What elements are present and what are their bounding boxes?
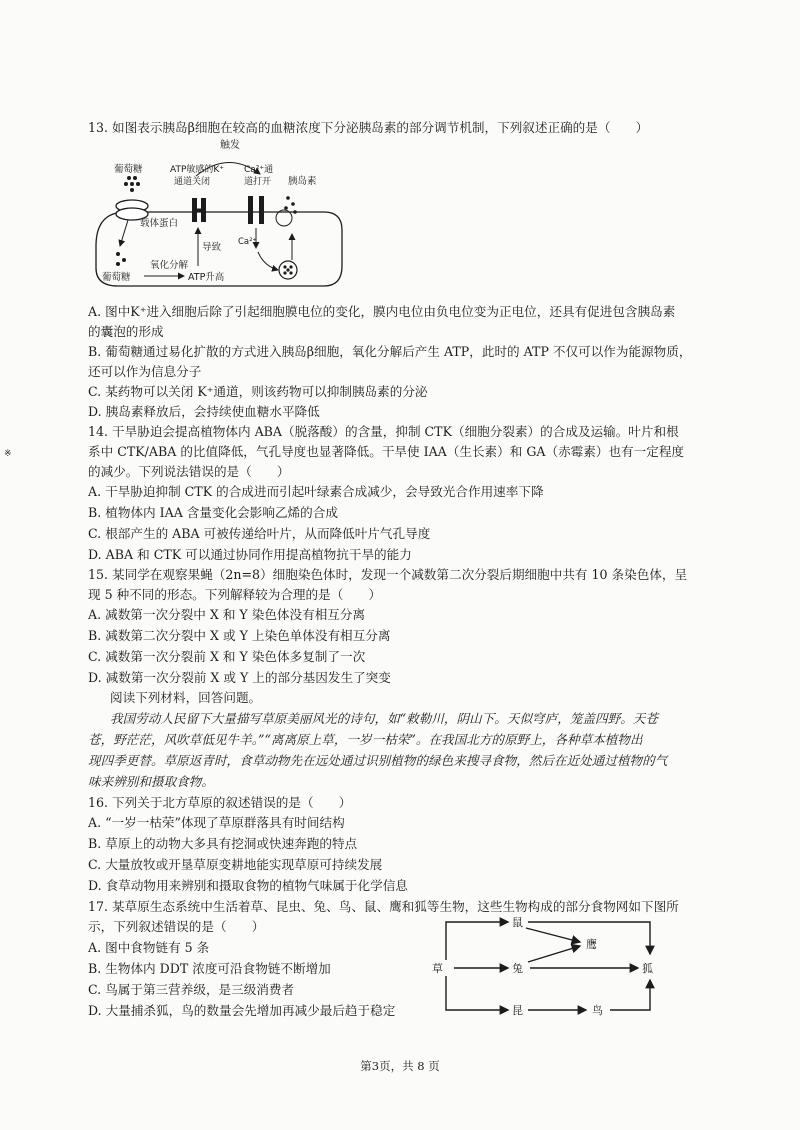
- label-insulin: 胰岛素: [288, 176, 317, 187]
- q16-stem: 16. 下列关于北方草原的叙述错误的是（ ）: [88, 795, 352, 810]
- margin-mark: ※: [4, 449, 12, 459]
- q13-option-a-line1: A. 图中K⁺进入细胞后除了引起细胞膜电位的变化，膜内电位由负电位变为正电位，还具有促进包含胰岛素: [88, 304, 676, 319]
- q15-stem-line2: 现 5 种不同的形态。下列解释较为合理的是（ ）: [88, 587, 382, 602]
- edge-rabbit-hawk: [528, 946, 580, 962]
- edge-grass-insect: [446, 976, 508, 1010]
- q15-option-b: B. 减数第二次分裂中 X 或 Y 上染色单体没有相互分离: [88, 628, 391, 643]
- label-k-channel-2: 通道关闭: [174, 177, 211, 187]
- q16-option-c: C. 大量放牧或开垦草原变耕地能实现草原可持续发展: [88, 857, 383, 872]
- q13-option-b-line1: B. 葡萄糖通过易化扩散的方式进入胰岛β细胞，氧化分解后产生 ATP，此时的 ATP 不仅可以作为能源物质，: [88, 344, 692, 359]
- edge-grass-mouse: [446, 922, 508, 960]
- q13-option-c: C. 某药物可以关闭 K⁺通道，则该药物可以抑制胰岛素的分泌: [88, 384, 428, 399]
- q14-stem-line1: 14. 干旱胁迫会提高植物体内 ABA（脱落酸）的含量，抑制 CTK（细胞分裂素）的合成及运输。叶片和根: [88, 424, 679, 439]
- q17-food-web-diagram: [428, 910, 668, 1024]
- label-oxidation: 氧化分解: [150, 260, 189, 271]
- q14-option-c: C. 根部产生的 ABA 可被传递给叶片，从而降低叶片气孔导度: [88, 526, 431, 541]
- page-footer: 第3页，共 8 页: [360, 1059, 440, 1073]
- node-rabbit: 兔: [512, 962, 523, 975]
- node-grass: 草: [432, 962, 443, 975]
- label-leads-to: 导致: [202, 242, 222, 253]
- q13-option-b-line2: 还可以作为信息分子: [88, 364, 202, 379]
- q13-insulin-secretion-diagram: [88, 136, 350, 292]
- q15-option-c: C. 减数第一次分裂前 X 和 Y 染色体多复制了一次: [88, 649, 366, 664]
- label-ca-ion: Ca²⁺: [238, 237, 258, 247]
- label-ca-channel-1: Ca²⁺通: [244, 165, 274, 175]
- q17-option-c: C. 鸟属于第三营养级，是三级消费者: [88, 982, 295, 997]
- edge-bird-fox: [610, 980, 650, 1010]
- q14-option-d: D. ABA 和 CTK 可以通过协同作用提高植物抗干旱的能力: [88, 547, 412, 562]
- reading-para-line4: 味来辨别和摄取食物。: [88, 774, 214, 789]
- label-atp-rise: ATP升高: [188, 272, 225, 283]
- q15-option-a: A. 减数第一次分裂中 X 和 Y 染色体没有相互分离: [88, 607, 366, 622]
- label-k-channel-1: ATP敏感的K⁺: [170, 165, 225, 175]
- q15-option-d: D. 减数第一次分裂前 X 或 Y 上的部分基因发生了突变: [88, 670, 391, 685]
- label-ca-channel-2: 道打开: [244, 177, 272, 187]
- q17-stem-line2: 示，下列叙述错误的是（ ）: [88, 919, 265, 934]
- glucose-dots-bottom: [116, 252, 126, 266]
- label-glucose-top: 葡萄糖: [114, 164, 143, 175]
- ca-channel-left: [248, 196, 253, 224]
- node-fox: 狐: [642, 962, 653, 975]
- reading-intro: 阅读下列材料，回答问题。: [110, 690, 262, 705]
- node-mouse: 鼠: [512, 916, 523, 929]
- q17-stem-line1: 17. 某草原生态系统中生活着草、昆虫、兔、鸟、鼠、鹰和狐等生物，这些生物构成的部分食物网如下图所: [88, 899, 679, 914]
- label-trigger: 触发: [220, 140, 240, 151]
- q13-option-d: D. 胰岛素释放后，会持续使血糖水平降低: [88, 404, 320, 419]
- reading-para-line3: 现四季更替。草原返青时，食草动物先在远处通过识别植物的绿色来搜寻食物，然后在近处通过植物的气: [88, 753, 668, 768]
- q16-option-d: D. 食草动物用来辨别和摄取食物的植物气味属于化学信息: [88, 878, 408, 893]
- q17-option-b: B. 生物体内 DDT 浓度可沿食物链不断增加: [88, 961, 331, 976]
- node-hawk: 鹰: [586, 938, 597, 951]
- q15-stem-line1: 15. 某同学在观察果蝇（2n=8）细胞染色体时，发现一个减数第二次分裂后期细胞中共有 10 条染色体，呈: [88, 567, 688, 582]
- q13-option-a-line2: 的囊泡的形成: [88, 324, 164, 339]
- q14-stem-line3: 的减少。下列说法错误的是（ ）: [88, 464, 290, 479]
- q14-option-a: A. 干旱胁迫抑制 CTK 的合成进而引起叶绿素合成减少，会导致光合作用速率下降: [88, 484, 544, 499]
- q16-option-b: B. 草原上的动物大多具有挖洞或快速奔跑的特点: [88, 836, 358, 851]
- label-glucose-bottom: 葡萄糖: [102, 272, 131, 283]
- reading-para-line1: 我国劳动人民留下大量描写草原美丽风光的诗句，如“敕勒川，阴山下。天似穹庐，笼盖四野。天苍: [110, 711, 658, 726]
- q17-option-a: A. 图中食物链有 5 条: [88, 940, 210, 955]
- node-insect: 昆: [512, 1004, 523, 1017]
- q16-option-a: A. “一岁一枯荣”体现了草原群落具有时间结构: [88, 815, 345, 830]
- label-carrier: 载体蛋白: [140, 218, 179, 229]
- edge-mouse-hawk: [526, 928, 580, 942]
- q14-stem-line2: 系中 CTK/ABA 的比值降低，气孔导度也显著降低。干旱使 IAA（生长素）和 GA（赤霉素）也有一定程度: [88, 444, 685, 459]
- insulin-dots: [284, 196, 297, 214]
- q13-stem: 13. 如图表示胰岛β细胞在较高的血糖浓度下分泌胰岛素的部分调节机制，下列叙述正确的是（ ）: [88, 120, 649, 135]
- q17-option-d: D. 大量捕杀狐，鸟的数量会先增加再减少最后趋于稳定: [88, 1003, 396, 1018]
- node-bird: 鸟: [592, 1004, 603, 1017]
- q14-option-b: B. 植物体内 IAA 含量变化会影响乙烯的合成: [88, 505, 338, 520]
- ca-channel-right: [259, 196, 264, 224]
- reading-para-line2: 苍，野茫茫，风吹草低见牛羊。”“离离原上草，一岁一枯荣”。在我国北方的原野上，各种草本植物出: [88, 732, 643, 747]
- glucose-dots-top: [124, 176, 140, 192]
